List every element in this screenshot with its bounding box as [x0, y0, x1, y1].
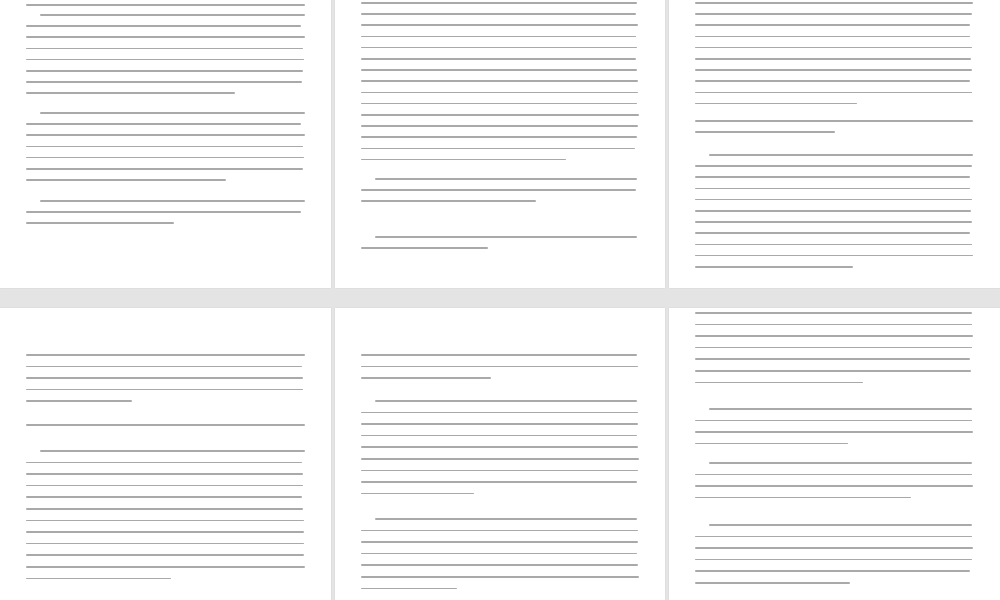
text-line — [26, 354, 305, 356]
text-line — [695, 443, 848, 445]
text-line — [695, 358, 970, 360]
text-line — [695, 485, 973, 487]
text-line — [26, 70, 303, 72]
text-line — [695, 382, 863, 384]
text-line — [361, 69, 637, 71]
text-line — [361, 80, 638, 82]
text-line — [361, 564, 638, 566]
text-line — [695, 232, 970, 234]
text-line — [361, 24, 638, 26]
text-line — [26, 81, 302, 83]
text-line — [361, 247, 488, 249]
text-line — [361, 2, 637, 4]
text-line — [26, 531, 304, 533]
text-line — [26, 566, 305, 568]
text-line — [26, 134, 305, 136]
text-line — [361, 530, 638, 532]
text-line — [361, 36, 636, 38]
text-line — [695, 120, 973, 122]
text-line — [695, 570, 970, 572]
text-line — [361, 446, 638, 448]
text-line — [695, 420, 972, 422]
text-line — [361, 103, 637, 105]
text-line — [26, 48, 303, 50]
text-line — [375, 518, 637, 520]
text-line — [361, 92, 638, 94]
text-line — [695, 13, 972, 15]
text-line — [695, 370, 971, 372]
text-line — [26, 25, 301, 27]
text-line — [375, 178, 637, 180]
text-line — [361, 200, 536, 202]
text-line — [40, 200, 305, 202]
page-5[interactable] — [335, 308, 665, 600]
text-line — [26, 377, 303, 379]
text-line — [361, 423, 638, 425]
text-line — [695, 582, 850, 584]
text-line — [695, 255, 973, 257]
text-line — [695, 103, 857, 105]
text-line — [695, 266, 853, 268]
text-line — [695, 92, 972, 94]
text-line — [695, 80, 970, 82]
text-line — [361, 412, 638, 414]
text-line — [695, 347, 972, 349]
text-line — [709, 524, 972, 526]
text-line — [26, 366, 302, 368]
text-line — [695, 474, 972, 476]
text-line — [361, 13, 636, 15]
text-line — [361, 148, 635, 150]
text-line — [40, 112, 305, 114]
text-line — [361, 458, 639, 460]
text-line — [40, 450, 305, 452]
text-line — [695, 431, 973, 433]
text-line — [40, 14, 305, 16]
text-line — [695, 165, 972, 167]
text-line — [26, 168, 303, 170]
text-line — [695, 36, 970, 38]
text-line — [361, 553, 637, 555]
page-6[interactable] — [669, 308, 1000, 600]
text-line — [695, 24, 970, 26]
page-1[interactable] — [0, 0, 331, 288]
text-line — [361, 366, 638, 368]
page-2[interactable] — [335, 0, 665, 288]
text-line — [26, 211, 301, 213]
text-line — [361, 541, 638, 543]
text-line — [361, 588, 457, 590]
text-line — [361, 354, 637, 356]
text-line — [26, 543, 304, 545]
text-line — [26, 4, 305, 6]
text-line — [695, 547, 973, 549]
text-line — [26, 92, 235, 94]
text-line — [26, 123, 301, 125]
text-line — [709, 154, 973, 156]
text-line — [26, 485, 303, 487]
text-line — [361, 58, 636, 60]
text-line — [695, 335, 973, 337]
text-line — [361, 576, 639, 578]
text-line — [695, 199, 972, 201]
text-line — [361, 481, 637, 483]
text-line — [695, 2, 973, 4]
text-line — [26, 578, 171, 580]
text-line — [695, 210, 971, 212]
text-line — [695, 324, 972, 326]
text-line — [695, 497, 911, 499]
text-line — [361, 470, 638, 472]
text-line — [695, 221, 972, 223]
text-line — [26, 520, 304, 522]
text-line — [361, 493, 474, 495]
text-line — [695, 536, 972, 538]
text-line — [26, 496, 302, 498]
text-line — [695, 69, 972, 71]
text-line — [26, 424, 305, 426]
page-3[interactable] — [669, 0, 1000, 288]
text-line — [26, 222, 174, 224]
text-line — [695, 176, 970, 178]
text-line — [361, 125, 638, 127]
text-line — [695, 188, 970, 190]
text-line — [26, 400, 132, 402]
text-line — [361, 114, 639, 116]
text-line — [26, 554, 304, 556]
text-line — [26, 36, 305, 38]
text-line — [695, 312, 972, 314]
text-line — [695, 58, 971, 60]
text-line — [695, 559, 972, 561]
text-line — [26, 389, 303, 391]
text-line — [375, 400, 637, 402]
text-line — [26, 157, 304, 159]
text-line — [695, 47, 972, 49]
text-line — [361, 136, 637, 138]
text-line — [361, 189, 636, 191]
text-line — [695, 244, 972, 246]
text-line — [26, 462, 302, 464]
text-line — [26, 59, 304, 61]
text-line — [361, 47, 637, 49]
text-line — [361, 435, 637, 437]
text-line — [709, 462, 972, 464]
page-4[interactable] — [0, 308, 331, 600]
text-line — [361, 159, 566, 161]
text-line — [695, 131, 835, 133]
text-line — [26, 146, 303, 148]
text-line — [375, 236, 637, 238]
text-line — [26, 508, 303, 510]
text-line — [26, 179, 226, 181]
text-line — [709, 408, 972, 410]
text-line — [26, 473, 303, 475]
text-line — [361, 377, 491, 379]
